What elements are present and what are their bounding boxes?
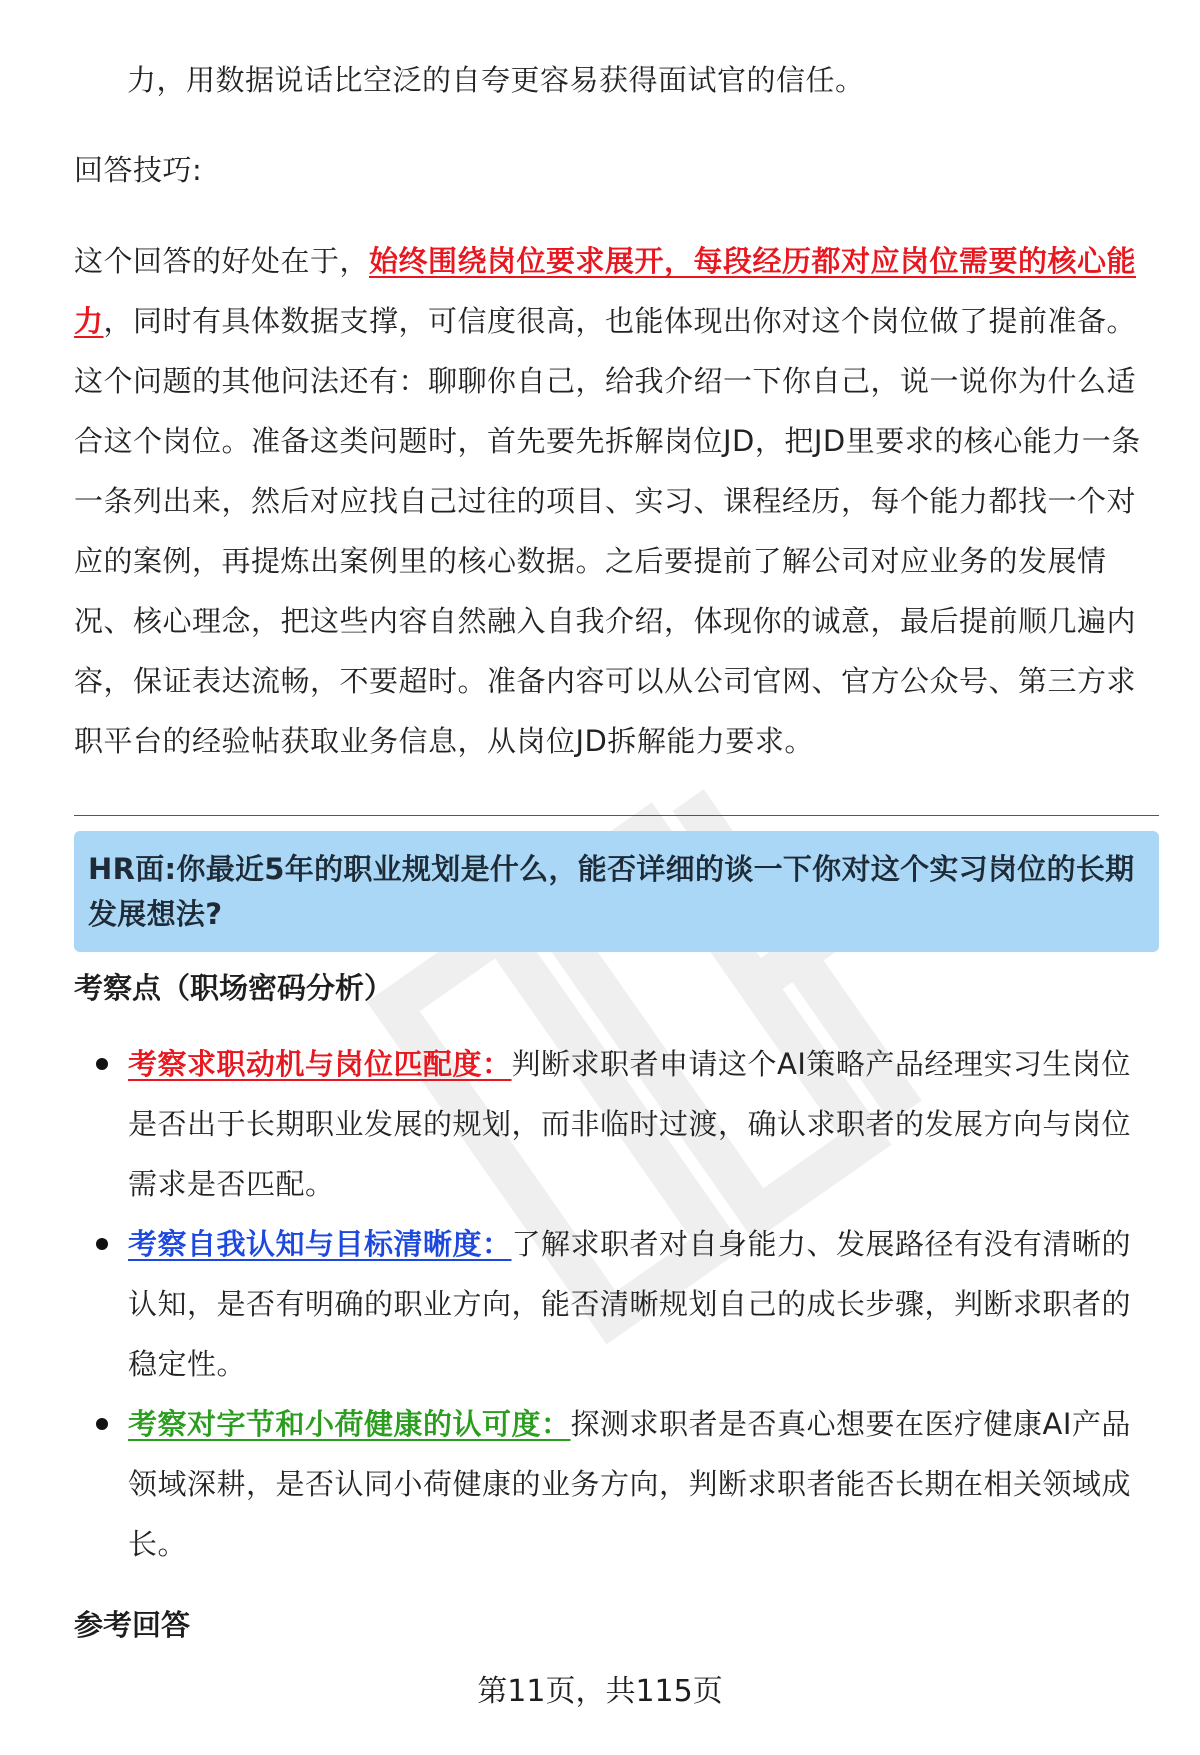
page-number: 第11页，共115页 — [477, 1674, 723, 1709]
list-item — [74, 1214, 1159, 1394]
section-divider — [74, 815, 1159, 816]
answer-paragraph — [74, 231, 1159, 771]
bullet-text: 探测求职者是否真心想要在医疗健康AI产品领域深耕，是否认同小荷健康的业务方向，判断求职者能否长期在相关领域成长。 — [128, 1407, 1132, 1561]
list-item — [74, 1034, 1159, 1214]
paragraph-continuation: 力，用数据说话比空泛的自夸更容易获得面试官的信任。 — [127, 63, 865, 97]
answer-rest: ，同时有具体数据支撑，可信度很高，也能体现出你对这个岗位做了提前准备。这个问题的其他问法还有：聊聊你自己，给我介绍一下你自己，说一说你为什么适合这个岗位。准备这类问题时，首先要先拆解岗位JD，把JD里要求的核心能力一条一条列出来，然后对应找自己过往的项目、实习、课程经历，每个能力都找一个对应的案例，再提炼出案例里的核心数据。之后要提前了解公司对应业务的发展情况、核心理念，把这些内容自然融入自我介绍，体现你的诚意，最后提前顺几遍内容，保证表达流畅，不要超时。准备内容可以从公司官网、官方公众号、第三方求职平台的经验帖获取业务信息，从岗位JD拆解能力要求。 — [74, 304, 1141, 758]
reference-heading: 参考回答 — [74, 1608, 191, 1642]
answer-intro: 这个回答的好处在于， — [74, 244, 370, 278]
question-callout — [74, 831, 1159, 952]
bullet-icon — [96, 1418, 108, 1430]
bullet-keyword: 考察对字节和小荷健康的认可度： — [128, 1407, 571, 1441]
bullet-keyword: 考察自我认知与目标清晰度： — [128, 1227, 512, 1261]
assessment-list — [74, 1034, 1159, 1574]
answer-highlight: 始终围绕岗位要求展开，每段经历都对应岗位需要的核心能力 — [74, 244, 1137, 338]
bullet-text: 了解求职者对自身能力、发展路径有没有清晰的认知，是否有明确的职业方向，能否清晰规划自己的成长步骤，判断求职者的稳定性。 — [128, 1227, 1132, 1381]
bullet-icon — [96, 1238, 108, 1250]
bullet-keyword: 考察求职动机与岗位匹配度： — [128, 1047, 512, 1081]
tips-label: 回答技巧: — [74, 153, 203, 187]
list-item — [74, 1394, 1159, 1574]
bullet-text: 判断求职者申请这个AI策略产品经理实习生岗位是否出于长期职业发展的规划，而非临时过渡，确认求职者的发展方向与岗位需求是否匹配。 — [128, 1047, 1132, 1201]
assessment-heading: 考察点（职场密码分析） — [74, 971, 394, 1005]
question-text: HR面:你最近5年的职业规划是什么，能否详细的谈一下你对这个实习岗位的长期发展想法? — [88, 852, 1135, 931]
bullet-icon — [96, 1058, 108, 1070]
